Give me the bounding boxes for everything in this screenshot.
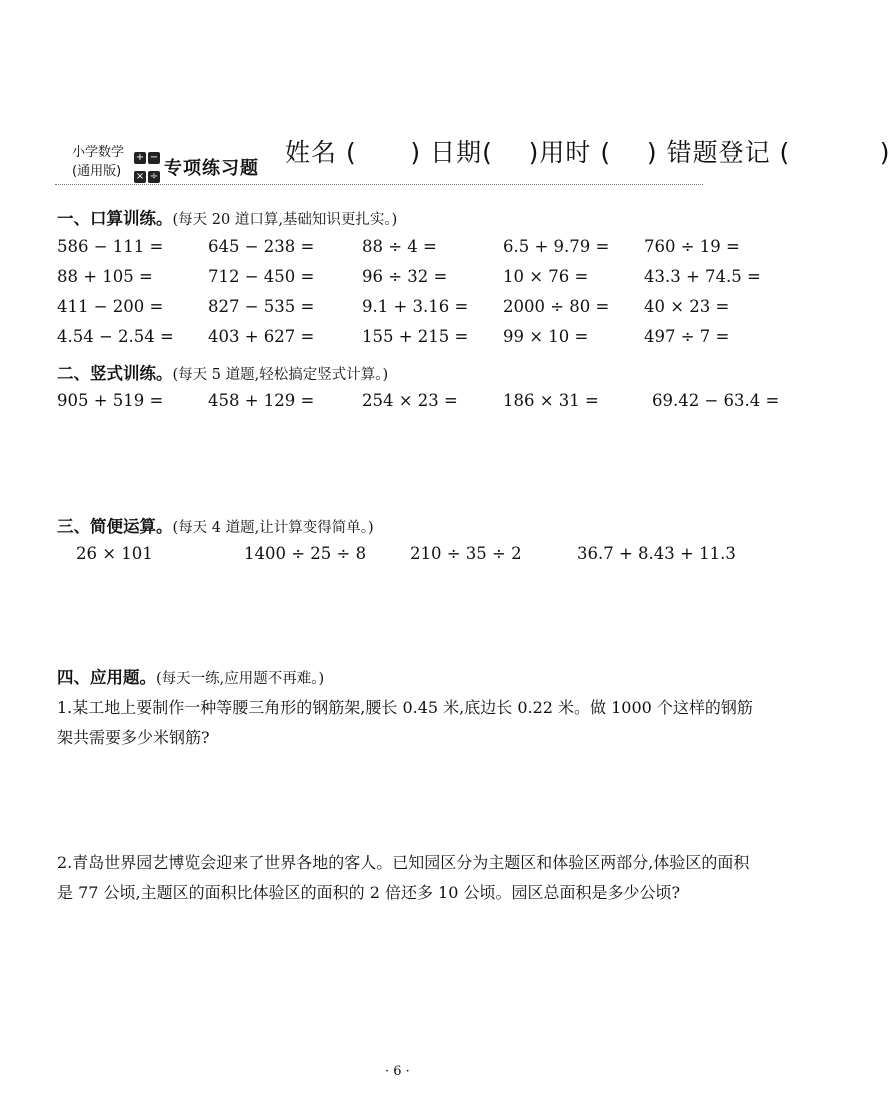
- section-1-heading: 一、口算训练。: [57, 209, 173, 228]
- header-divider: [55, 184, 703, 185]
- s2-expr-5: 69.42 − 63.4 =: [652, 391, 780, 410]
- section-4-title: [57, 664, 324, 688]
- s2-expr-3: 254 × 23 =: [362, 391, 458, 410]
- divide-icon: ÷: [149, 171, 159, 182]
- s2-expr-2: 458 + 129 =: [208, 391, 315, 410]
- s2-expr-1: 905 + 519 =: [57, 391, 164, 410]
- section-3-heading: 三、简便运算。: [57, 517, 173, 536]
- s1-expr-r4c5: 497 ÷ 7 =: [644, 327, 730, 346]
- brand-title: 专项练习题: [164, 158, 259, 179]
- s3-expr-4: 36.7 + 8.43 + 11.3: [577, 544, 736, 563]
- word-problem-2: 2.青岛世界园艺博览会迎来了世界各地的客人。已知园区分为主题区和体验区两部分,体验区的面积是 77 公顷,主题区的面积比体验区的面积的 2 倍还多 10 公顷。园区总面积是多少公顷?: [57, 853, 750, 902]
- minus-icon: −: [149, 152, 159, 163]
- s1-expr-r2c3: 96 ÷ 32 =: [362, 267, 448, 286]
- s3-expr-1: 26 × 101: [76, 544, 153, 563]
- section-3-note: (每天 4 道题,让计算变得简单。): [172, 520, 374, 536]
- s1-expr-r3c1: 411 − 200 =: [57, 297, 164, 316]
- brand-subject: 小学数学: [72, 145, 125, 160]
- s3-expr-2: 1400 ÷ 25 ÷ 8: [244, 544, 367, 563]
- s1-expr-r4c4: 99 × 10 =: [503, 327, 589, 346]
- section-2-heading: 二、竖式训练。: [57, 364, 173, 383]
- section-1-note: (每天 20 道口算,基础知识更扎实。): [172, 212, 398, 228]
- operator-badges: [134, 145, 162, 183]
- s3-expr-3: 210 ÷ 35 ÷ 2: [410, 544, 522, 563]
- s1-expr-r1c5: 760 ÷ 19 =: [644, 237, 740, 256]
- s1-expr-r3c5: 40 × 23 =: [644, 297, 730, 316]
- s1-expr-r2c5: 43.3 + 74.5 =: [644, 267, 761, 286]
- brand-edition: (通用版): [72, 164, 122, 179]
- times-icon: ×: [135, 171, 145, 182]
- s1-expr-r1c1: 586 − 111 =: [57, 237, 164, 256]
- student-info-fields: 姓名 ( ) 日期( )用时 ( ) 错题登记 ( ): [285, 138, 891, 167]
- section-3-title: [57, 513, 374, 537]
- page-number: · 6 ·: [385, 1064, 410, 1079]
- section-4-heading: 四、应用题。: [57, 668, 156, 687]
- s1-expr-r2c4: 10 × 76 =: [503, 267, 589, 286]
- s1-expr-r1c3: 88 ÷ 4 =: [362, 237, 437, 256]
- section-2-note: (每天 5 道题,轻松搞定竖式计算。): [172, 367, 389, 383]
- s1-expr-r4c2: 403 + 627 =: [208, 327, 315, 346]
- s1-expr-r3c3: 9.1 + 3.16 =: [362, 297, 469, 316]
- s1-expr-r4c3: 155 + 215 =: [362, 327, 469, 346]
- s1-expr-r2c2: 712 − 450 =: [208, 267, 315, 286]
- s2-expr-4: 186 × 31 =: [503, 391, 599, 410]
- s1-expr-r1c4: 6.5 + 9.79 =: [503, 237, 610, 256]
- word-problem-1: 1.某工地上要制作一种等腰三角形的钢筋架,腰长 0.45 米,底边长 0.22 米。做 1000 个这样的钢筋架共需要多少米钢筋?: [57, 698, 753, 747]
- s1-expr-r3c4: 2000 ÷ 80 =: [503, 297, 610, 316]
- plus-icon: +: [135, 152, 145, 163]
- s1-expr-r1c2: 645 − 238 =: [208, 237, 315, 256]
- section-2-title: [57, 360, 388, 384]
- section-4-note: (每天一练,应用题不再难。): [156, 671, 325, 687]
- s1-expr-r2c1: 88 + 105 =: [57, 267, 153, 286]
- s1-expr-r4c1: 4.54 − 2.54 =: [57, 327, 174, 346]
- section-1-title: [57, 205, 397, 229]
- s1-expr-r3c2: 827 − 535 =: [208, 297, 315, 316]
